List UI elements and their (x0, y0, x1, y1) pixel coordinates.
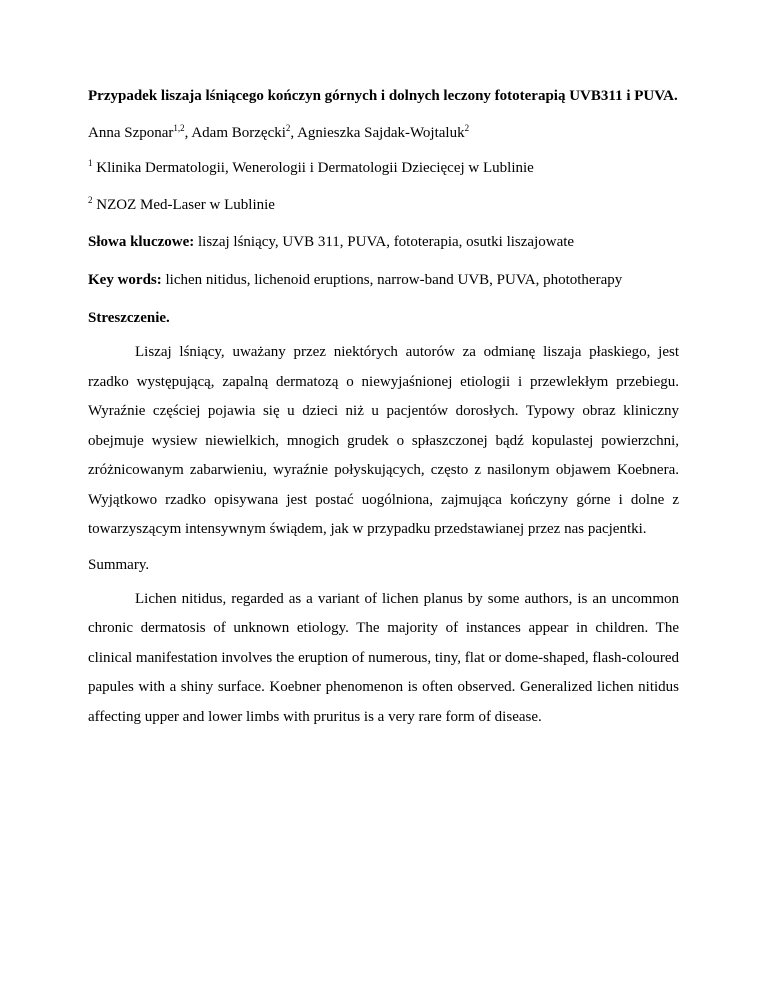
author-list (88, 123, 679, 143)
author: Agnieszka Sajdak-Wojtaluk$^2$ (297, 123, 470, 141)
affiliation-number: 2 (88, 195, 93, 205)
summary-heading: Summary. (88, 556, 150, 573)
document-page (88, 80, 679, 742)
keywords-english (88, 270, 679, 290)
author: Anna Szponar$^{1,2}$, (88, 123, 192, 141)
author-affiliation-mark: 2 (285, 123, 291, 133)
summary-paragraph: Lichen nitidus, regarded as a variant of lichen planus by some authors, is an uncommon chronic dermatosis of unknown etiology. The majority of instances appear in children. The clinical manifestation involves the eruption of numerous, tiny, flat or dome-shaped, flash-coloured papules with a shiny surface. Koebner phenomenon is often observed. Generalized lichen nitidus affecting upper and lower limbs with pruritus is a very rare form of disease. (88, 590, 679, 725)
affiliation-text: Klinika Dermatologii, Wenerologii i Dermatologii Dziecięcej w Lublinie (92, 160, 534, 176)
affiliation-2 (88, 195, 679, 215)
author-affiliation-mark: 1,2 (173, 123, 185, 133)
streszczenie-heading: Streszczenie. (88, 310, 170, 326)
keywords-text: lichen nitidus, lichenoid eruptions, narrow-band UVB, PUVA, phototherapy (161, 272, 623, 288)
keywords-text: liszaj lśniący, UVB 311, PUVA, fototerapia, osutki liszajowate (194, 234, 575, 250)
author-affiliation-mark: 2 (464, 123, 470, 133)
article-title: Przypadek liszaja lśniącego kończyn górnych i dolnych leczony fototerapią UVB311 i PUVA. (88, 88, 678, 104)
affiliation-1 (88, 158, 679, 178)
affiliation-text: NZOZ Med-Laser w Lublinie (92, 197, 275, 213)
affiliation-number: 1 (88, 158, 93, 168)
author: Adam Borzęcki$^2$, (191, 123, 298, 141)
keywords-polish (88, 232, 679, 252)
keywords-label: Słowa kluczowe: (88, 234, 195, 250)
streszczenie-paragraph: Liszaj lśniący, uważany przez niektórych autorów za odmianę liszaja płaskiego, jest rzadko występującą, zapalną dermatozą o niewyjaśnionej etiologii i przewlekłym przebiegu. Wyraźnie częściej pojawia się u dzieci niż u pacjentów dorosłych. Typowy obraz kliniczny obejmuje wysiew niewielkich, mnogich grudek o spłaszczonej bądź kopulastej powierzchni, zróżnicowanym zabarwieniu, wyraźnie połyskujących, często z nasilonym objawem Koebnera. Wyjątkowo rzadko opisywana jest postać uogólniona, zajmująca kończyny górne i dolne z towarzyszącym intensywnym świądem, jak w przypadku przedstawianej przez nas pacjentki. (88, 344, 679, 537)
keywords-label: Key words: (88, 272, 162, 288)
